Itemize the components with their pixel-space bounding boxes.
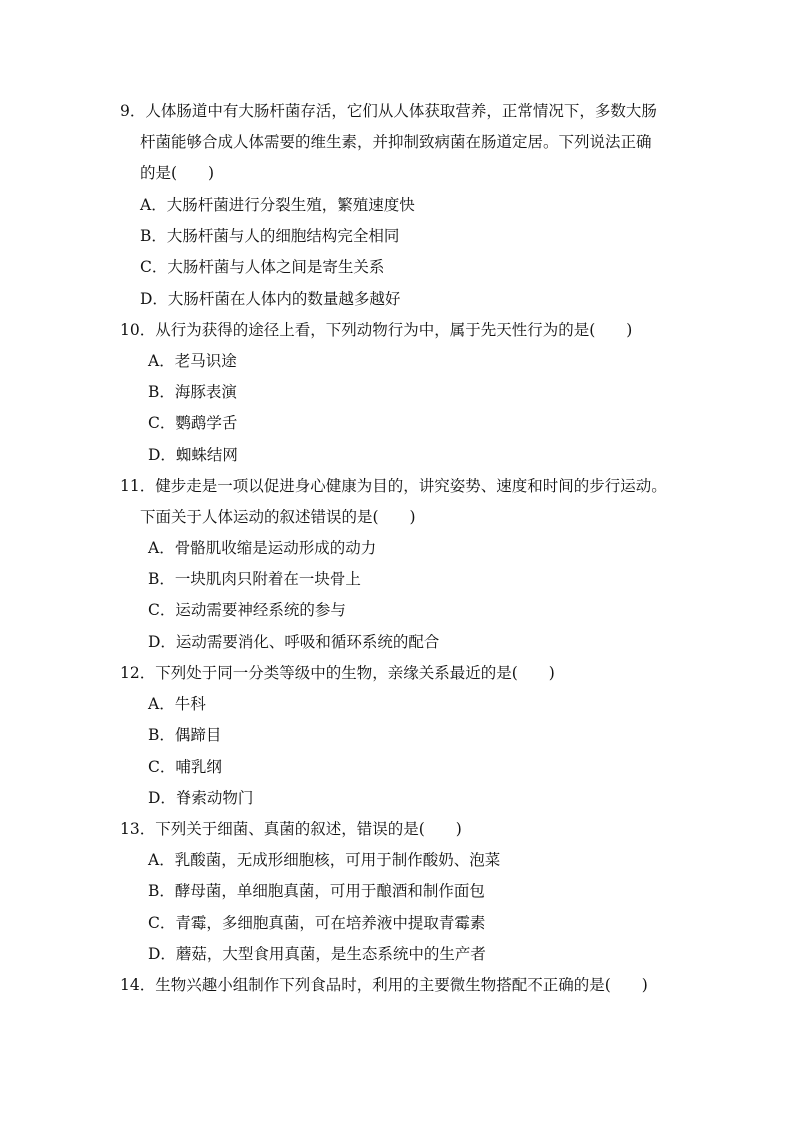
question-11-option-a: A．骨骼肌收缩是运动形成的动力	[148, 539, 377, 557]
question-10-option-d: D．蜘蛛结网	[148, 446, 238, 464]
question-13-line-1: 13．下列关于细菌、真菌的叙述，错误的是( )	[120, 820, 462, 838]
question-14-line-1: 14．生物兴趣小组制作下列食品时，利用的主要微生物搭配不正确的是( )	[120, 976, 648, 994]
question-10-line-1: 10．从行为获得的途径上看，下列动物行为中，属于先天性行为的是( )	[120, 321, 633, 339]
question-12-option-d: D．脊索动物门	[148, 789, 254, 807]
question-9-option-c: C．大肠杆菌与人体之间是寄生关系	[140, 258, 385, 276]
question-10-option-b: B．海豚表演	[148, 383, 237, 401]
question-11-option-d: D．运动需要消化、呼吸和循环系统的配合	[148, 633, 440, 651]
question-13-option-d: D．蘑菇，大型食用真菌，是生态系统中的生产者	[148, 945, 486, 963]
question-9-line-1: 9．人体肠道中有大肠杆菌存活，它们从人体获取营养，正常情况下，多数大肠	[120, 102, 657, 120]
question-11-line-2: 下面关于人体运动的叙述错误的是( )	[140, 508, 416, 526]
question-13-option-a: A．乳酸菌，无成形细胞核，可用于制作酸奶、泡菜	[148, 851, 501, 869]
question-11-option-b: B．一块肌肉只附着在一块骨上	[148, 570, 361, 588]
question-10-option-c: C．鹦鹉学舌	[148, 414, 238, 432]
question-11-option-c: C．运动需要神经系统的参与	[148, 601, 346, 619]
question-13-option-c: C．青霉，多细胞真菌，可在培养液中提取青霉素	[148, 914, 486, 932]
question-9-option-a: A．大肠杆菌进行分裂生殖，繁殖速度快	[140, 196, 415, 214]
question-9-line-2: 杆菌能够合成人体需要的维生素，并抑制致病菌在肠道定居。下列说法正确	[140, 133, 652, 151]
question-11-line-1: 11．健步走是一项以促进身心健康为目的，讲究姿势、速度和时间的步行运动。	[120, 477, 667, 495]
question-12-option-a: A．牛科	[148, 695, 206, 713]
question-9-option-b: B．大肠杆菌与人的细胞结构完全相同	[140, 227, 400, 245]
question-12-option-c: C．哺乳纲	[148, 758, 222, 776]
question-12-option-b: B．偶蹄目	[148, 726, 222, 744]
question-9-line-3: 的是( )	[140, 164, 215, 182]
question-13-option-b: B．酵母菌，单细胞真菌，可用于酿酒和制作面包	[148, 882, 485, 900]
question-9-option-d: D．大肠杆菌在人体内的数量越多越好	[140, 290, 401, 308]
question-10-option-a: A．老马识途	[148, 352, 237, 370]
question-12-line-1: 12．下列处于同一分类等级中的生物，亲缘关系最近的是( )	[120, 664, 555, 682]
